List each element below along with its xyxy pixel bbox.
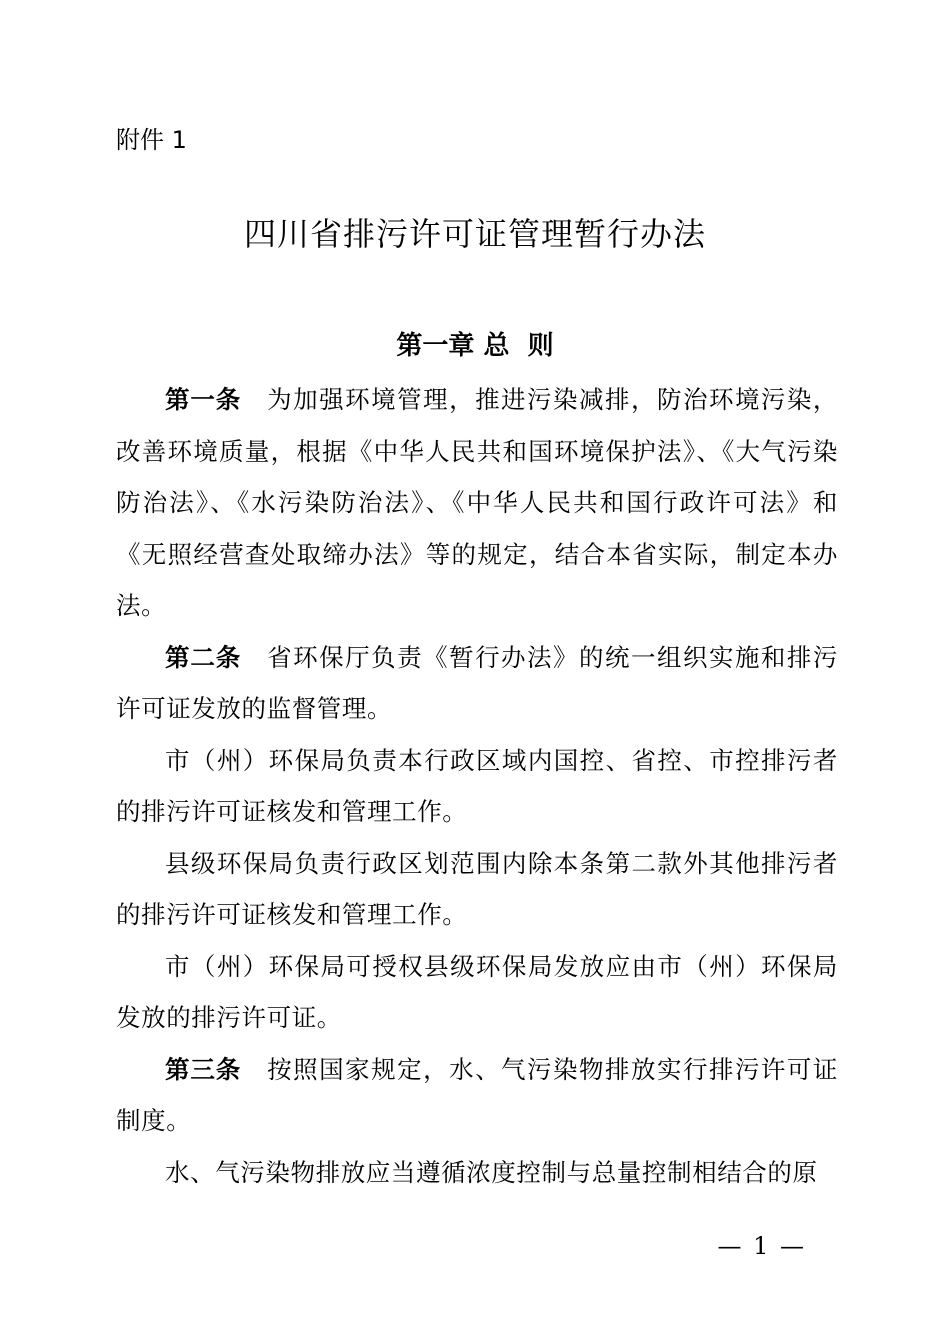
paragraph-article-1 bbox=[116, 374, 838, 632]
paragraph-text: 为加强环境管理，推进污染减排，防治环境污染，改善环境质量，根据《中华人民共和国环境保护法》、《大气污染防治法》、《水污染防治法》、《中华人民共和国行政许可法》和《无照经营查处取缔办法》等的规定，结合本省实际，制定本办法。 bbox=[116, 385, 839, 620]
paragraph-text: 水、气污染物排放应当遵循浓度控制与总量控制相结合的原 bbox=[165, 1157, 818, 1187]
page-number: — 1 — bbox=[717, 1232, 806, 1260]
paragraph-article-3 bbox=[116, 1044, 838, 1147]
paragraph bbox=[116, 735, 838, 838]
document-body bbox=[116, 374, 838, 1198]
paragraph-text: 市（州）环保局负责本行政区域内国控、省控、市控排污者的排污许可证核发和管理工作。 bbox=[116, 745, 838, 826]
paragraph-text: 县级环保局负责行政区划范围内除本条第二款外其他排污者的排污许可证核发和管理工作。 bbox=[116, 848, 838, 929]
paragraph-article-2 bbox=[116, 632, 838, 735]
chapter-heading: 第一章 总 则 bbox=[396, 331, 554, 361]
paragraph bbox=[116, 941, 838, 1044]
paragraph-text: 省环保厅负责《暂行办法》的统一组织实施和排污许可证发放的监督管理。 bbox=[116, 642, 839, 723]
document-title: 四川省排污许可证管理暂行办法 bbox=[243, 215, 706, 253]
paragraph bbox=[116, 838, 838, 941]
paragraph bbox=[116, 1147, 838, 1199]
attachment-label: 附件 1 bbox=[116, 126, 187, 154]
article-number: 第一条 bbox=[165, 385, 242, 414]
paragraph-text: 市（州）环保局可授权县级环保局发放应由市（州）环保局发放的排污许可证。 bbox=[116, 951, 838, 1032]
article-number: 第三条 bbox=[165, 1054, 242, 1084]
article-number: 第二条 bbox=[165, 642, 242, 672]
paragraph-text: 按照国家规定，水、气污染物排放实行排污许可证制度。 bbox=[116, 1054, 839, 1135]
